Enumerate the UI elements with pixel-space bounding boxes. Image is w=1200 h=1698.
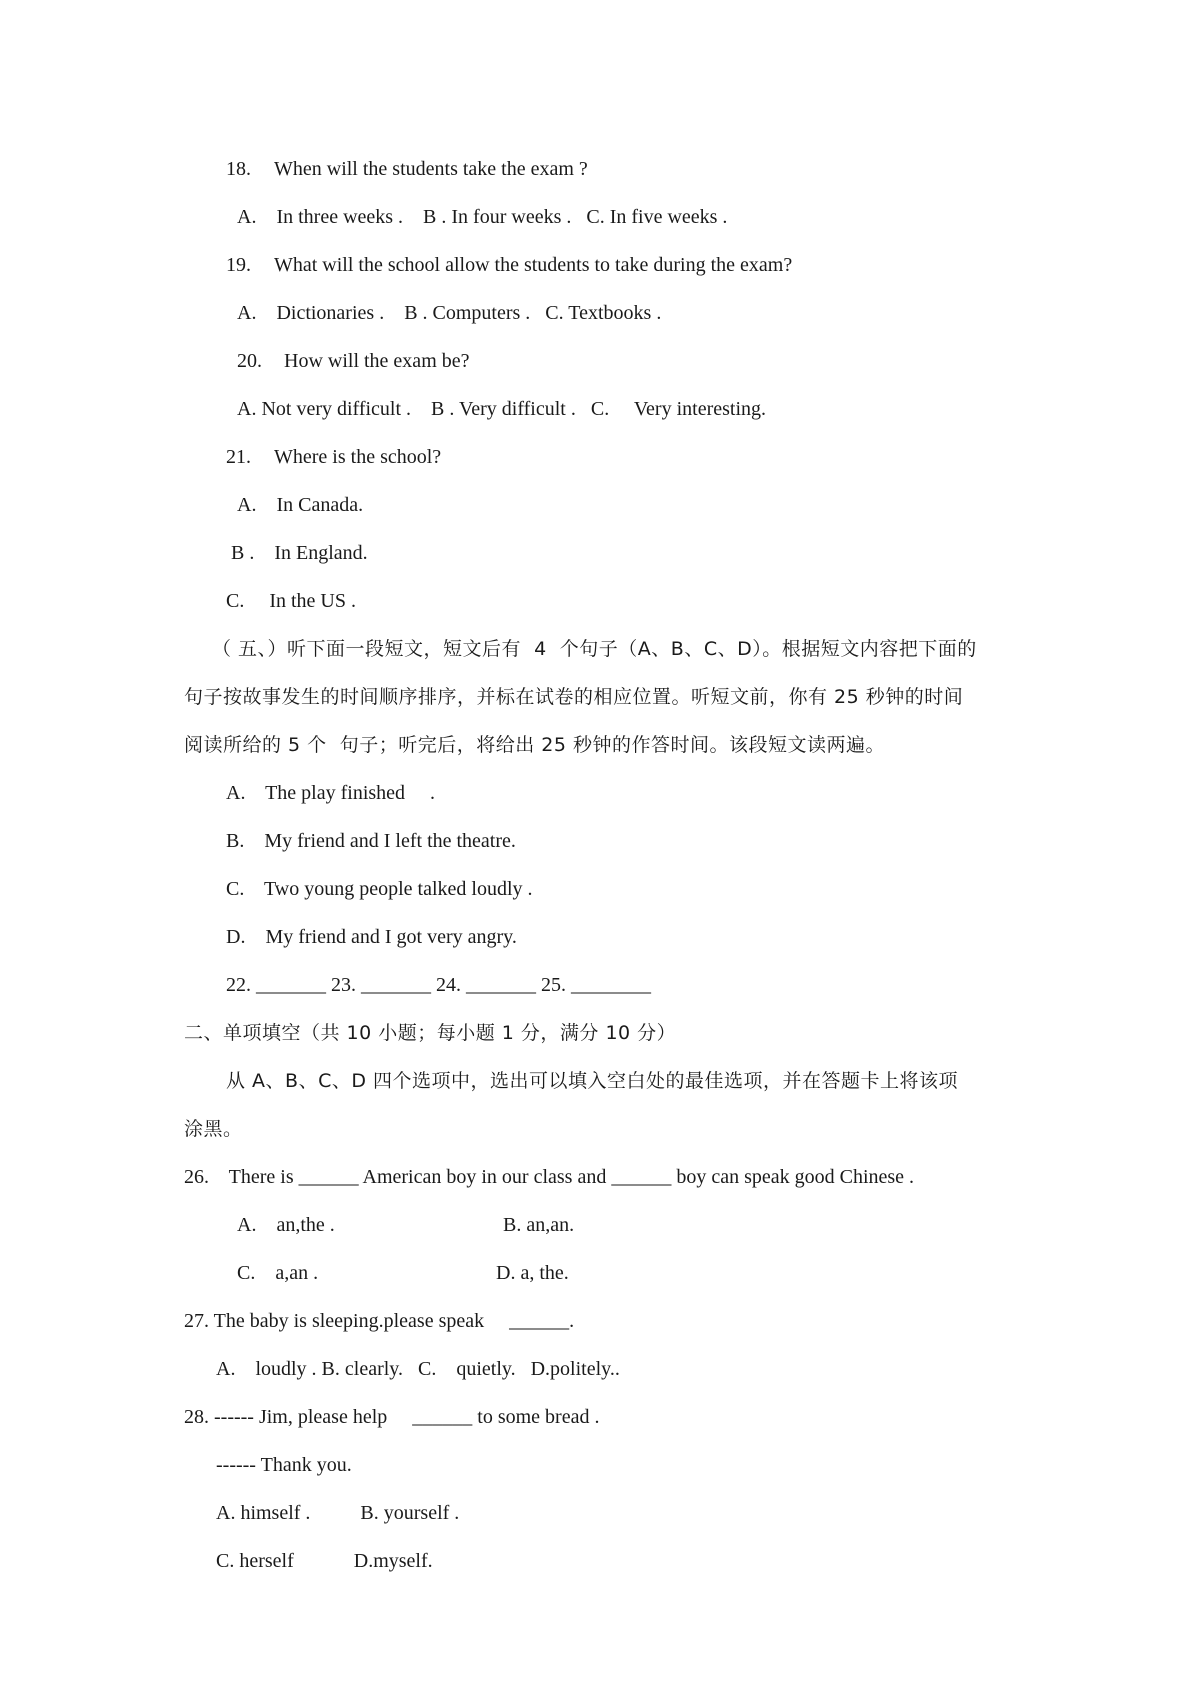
question-21-number: 21. [226, 446, 251, 468]
question-19-options: A. Dictionaries . B . Computers . C. Textbooks . [237, 302, 662, 324]
question-18-options: A. In three weeks . B . In four weeks . C. In five weeks . [237, 206, 728, 228]
part-2-instruction-line-2: 涂黑。 [184, 1118, 243, 1140]
part-2-heading: 二、单项填空（共 10 小题；每小题 1 分，满分 10 分） [184, 1022, 677, 1044]
question-21-text: Where is the school? [274, 446, 442, 468]
question-19-text: What will the school allow the students to take during the exam? [274, 254, 793, 276]
question-28-options-ab: A. himself . B. yourself . [216, 1502, 460, 1524]
question-28-options-cd: C. herself D.myself. [216, 1550, 433, 1572]
section-5-instruction-line-3: 阅读所给的 5 个 句子；听完后，将给出 25 秒钟的作答时间。该段短文读两遍。 [184, 734, 886, 756]
section-5-instruction-line-1: （ 五、）听下面一段短文，短文后有 4 个句子（A、B、C、D）。根据短文内容把下面的 [212, 638, 977, 660]
part-2-instruction-line-1: 从 A、B、C、D 四个选项中，选出可以填入空白处的最佳选项，并在答题卡上将该项 [226, 1070, 959, 1092]
question-21-option-c: C. In the US . [226, 590, 356, 612]
section-5-answer-blanks: 22. _______ 23. _______ 24. _______ 25. ________ [226, 974, 651, 996]
question-26-option-c: C. a,an . [237, 1262, 319, 1284]
section-5-instruction-line-2: 句子按故事发生的时间顺序排序，并标在试卷的相应位置。听短文前，你有 25 秒钟的时间 [184, 686, 964, 708]
question-26-option-b: B. an,an. [503, 1214, 575, 1236]
question-28-reply: ------ Thank you. [216, 1454, 352, 1476]
question-19-number: 19. [226, 254, 251, 276]
section-5-item-d: D. My friend and I got very angry. [226, 926, 517, 948]
question-18-number: 18. [226, 158, 251, 180]
question-27-options: A. loudly . B. clearly. C. quietly. D.politely.. [216, 1358, 620, 1380]
question-18-text: When will the students take the exam ? [274, 158, 588, 180]
section-5-item-a: A. The play finished . [226, 782, 436, 804]
question-20-number: 20. [237, 350, 262, 372]
question-20-text: How will the exam be? [284, 350, 470, 372]
section-5-item-c: C. Two young people talked loudly . [226, 878, 533, 900]
question-21-option-b: B . In England. [231, 542, 368, 564]
question-27-stem: 27. The baby is sleeping.please speak ______. [184, 1310, 575, 1332]
question-21-option-a: A. In Canada. [237, 494, 364, 516]
question-26-option-d: D. a, the. [496, 1262, 569, 1284]
question-20-options: A. Not very difficult . B . Very difficult . C. Very interesting. [237, 398, 767, 420]
question-26-option-a: A. an,the . [237, 1214, 335, 1236]
question-28-stem: 28. ------ Jim, please help ______ to some bread . [184, 1406, 600, 1428]
section-5-item-b: B. My friend and I left the theatre. [226, 830, 516, 852]
question-26-stem: 26. There is ______ American boy in our class and ______ boy can speak good Chinese . [184, 1166, 915, 1188]
